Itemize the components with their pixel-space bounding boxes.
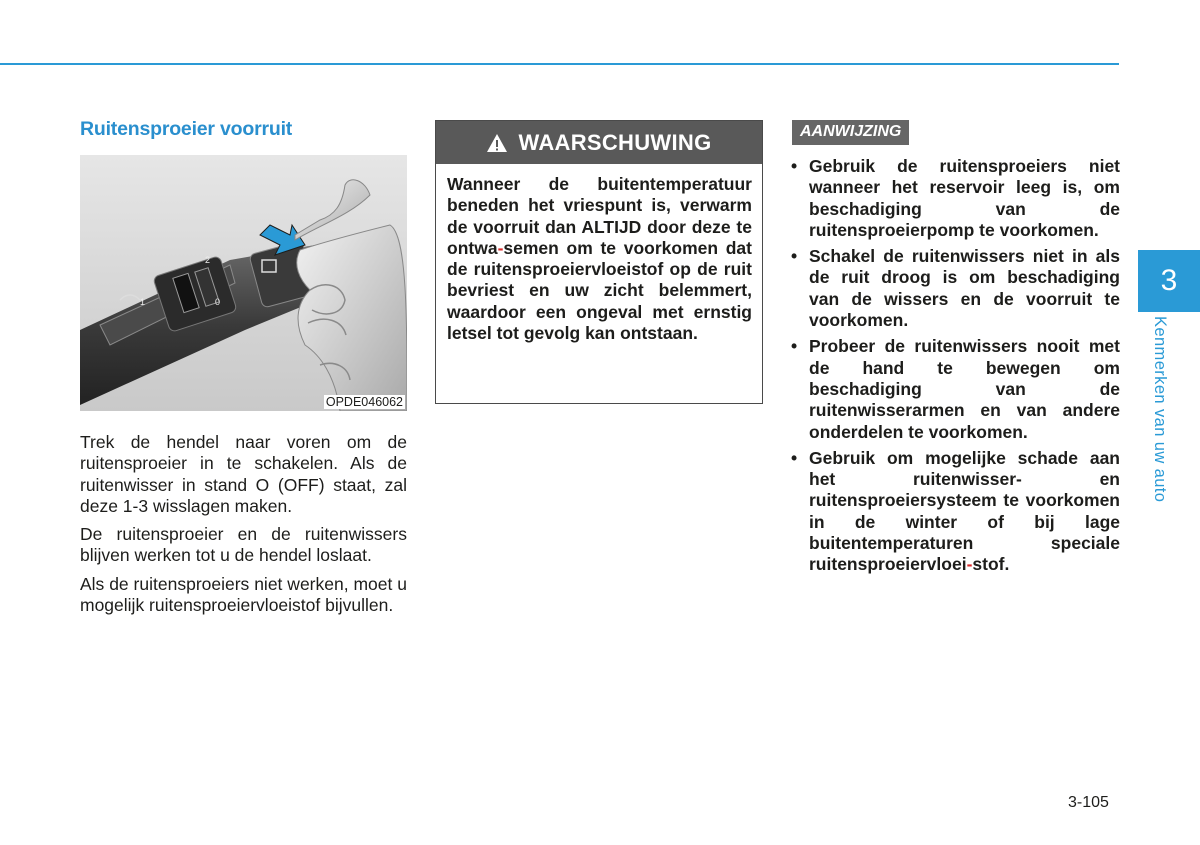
warning-triangle-icon bbox=[486, 133, 508, 153]
note-text-continued: stof. bbox=[972, 554, 1010, 575]
header-rule bbox=[0, 63, 1119, 65]
warning-title: WAARSCHUWING bbox=[518, 129, 712, 155]
note-list bbox=[790, 156, 1120, 581]
svg-text:1: 1 bbox=[140, 297, 146, 307]
hyphen-mark: - bbox=[966, 554, 973, 575]
svg-text:2: 2 bbox=[205, 255, 211, 265]
warning-text-part: semen om te voorkomen dat de ruitensproeiervloeistof op de ruit bevriest en uw zicht belemmert, waardoor een ongeval met ernstig letsel tot gevolg kan ontstaan. bbox=[447, 237, 752, 344]
note-text: Probeer de ruitenwissers nooit met de hand te bewegen om beschadiging van de ruitenwisserarmen en van andere onderdelen te voorkomen. bbox=[809, 336, 1120, 442]
note-text: Gebruik de ruitensproeiers niet wanneer het reservoir leeg is, om beschadiging van de ruitensproeierpomp te voorkomen. bbox=[809, 156, 1120, 240]
svg-text:0: 0 bbox=[215, 297, 221, 307]
note-item bbox=[790, 156, 1120, 241]
section-heading: Ruitensproeier voorruit bbox=[80, 118, 293, 140]
warning-text-part: Wanneer de buitentemperatuur beneden het vriespunt is, verwarm de voorruit dan ALTIJD door deze te ontwa bbox=[447, 174, 752, 258]
chapter-tab bbox=[1138, 250, 1200, 312]
warning-header bbox=[436, 121, 762, 164]
paragraph: Als de ruitensproeiers niet werken, moet u mogelijk ruitensproeiervloeistof bijvullen. bbox=[80, 573, 407, 616]
paragraph: De ruitensproeier en de ruitenwissers blijven werken tot u de hendel loslaat. bbox=[80, 524, 407, 566]
chapter-title: Kenmerken van uw auto bbox=[1151, 316, 1169, 503]
note-text: Schakel de ruitenwissers niet in als de ruit droog is om beschadiging van de wissers en de voorruit te voorkomen. bbox=[809, 246, 1120, 331]
warning-box bbox=[435, 120, 763, 404]
note-item bbox=[790, 336, 1120, 442]
warning-text bbox=[436, 164, 762, 344]
bullet-icon: • bbox=[791, 246, 798, 267]
note-badge: AANWIJZING bbox=[792, 120, 909, 145]
chapter-number: 3 bbox=[1160, 264, 1178, 297]
note-text: Gebruik om mogelijke schade aan het ruitenwisser- en ruitensproeiersysteem te voorkomen in de winter of bij lage buitentemperaturen speciale ruitensproeiervloei bbox=[809, 447, 1120, 575]
bullet-icon: • bbox=[791, 156, 798, 176]
bullet-icon: • bbox=[791, 336, 798, 357]
bullet-icon: • bbox=[791, 447, 798, 468]
figure-code: OPDE046062 bbox=[325, 395, 403, 409]
hyphen-mark: - bbox=[497, 237, 504, 258]
note-item bbox=[790, 246, 1120, 331]
page-number: 3-105 bbox=[1068, 794, 1109, 811]
stalk-and-hand-drawing bbox=[80, 155, 407, 411]
wiper-stalk-illustration bbox=[80, 155, 407, 411]
note-item bbox=[790, 448, 1120, 576]
instruction-text bbox=[80, 432, 407, 623]
paragraph: Trek de hendel naar voren om de ruitensproeier in te schakelen. Als de ruitenwisser in stand O (OFF) staat, zal deze 1-3 wisslagen maken. bbox=[80, 432, 407, 516]
